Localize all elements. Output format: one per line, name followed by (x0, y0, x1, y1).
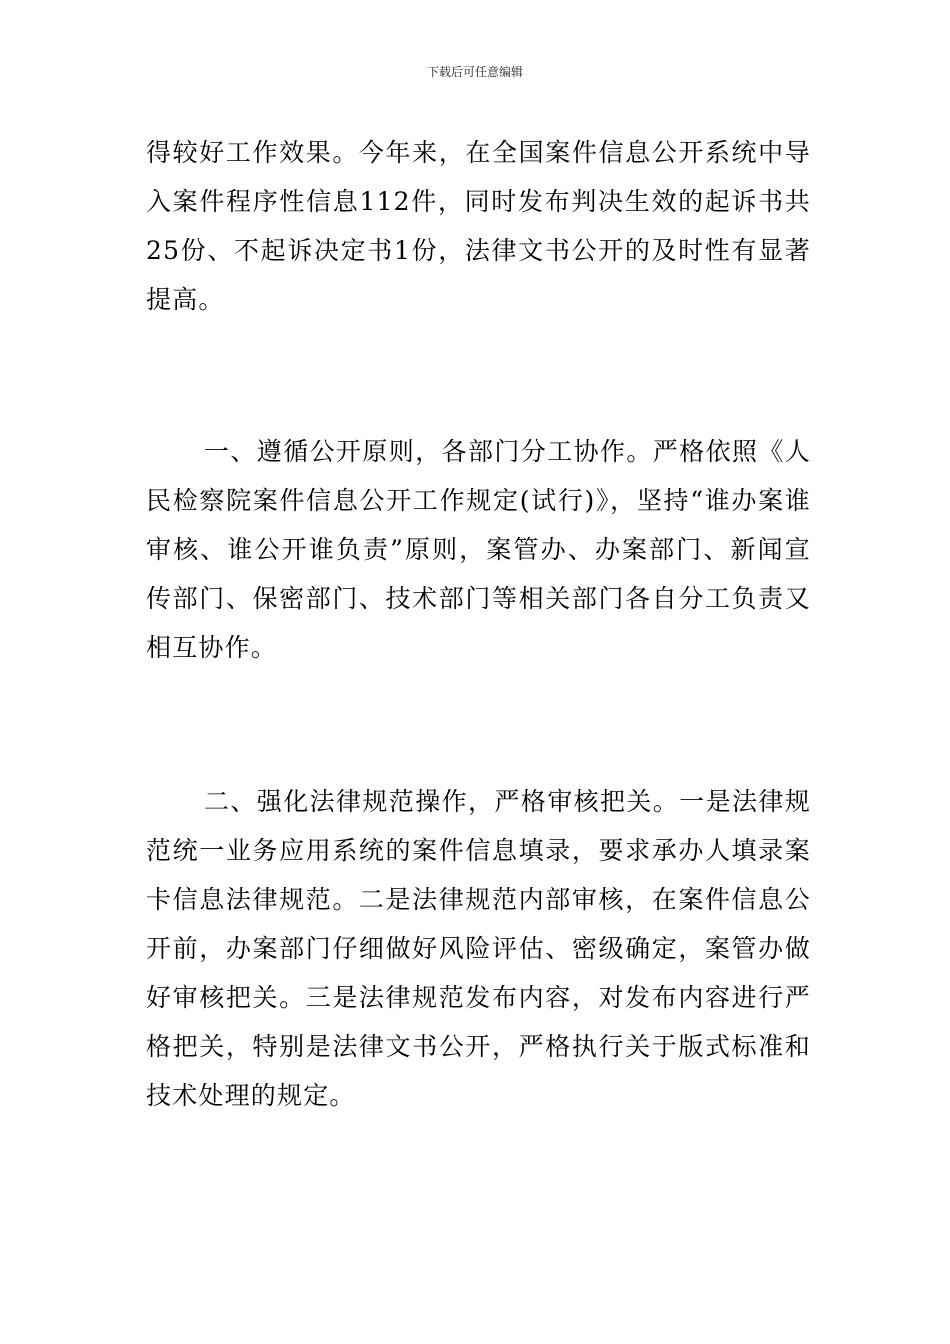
paragraph-continued: 得较好工作效果。今年来，在全国案件信息公开系统中导入案件程序性信息112件，同时发布判决生效的起诉书共25份、不起诉决定书1份，法律文书公开的及时性有显著提高。 (146, 138, 811, 314)
paragraph-section-one: 一、遵循公开原则，各部门分工协作。严格依照《人民检察院案件信息公开工作规定(试行)》，坚持“谁办案谁审核、谁公开谁负责”原则，案管办、办案部门、新闻宣传部门、保密部门、技术部门等相关部门各自分工负责又相互协作。 (146, 437, 811, 662)
paragraph-section-two: 二、强化法律规范操作，严格审核把关。一是法律规范统一业务应用系统的案件信息填录，要求承办人填录案卡信息法律规范。二是法律规范内部审核，在案件信息公开前，办案部门仔细做好风险评估、密级确定，案管办做好审核把关。三是法律规范发布内容，对发布内容进行严格把关，特别是法律文书公开，严格执行关于版式标准和技术处理的规定。 (146, 787, 811, 1110)
page-header-note: 下载后可任意编辑 (426, 65, 523, 79)
